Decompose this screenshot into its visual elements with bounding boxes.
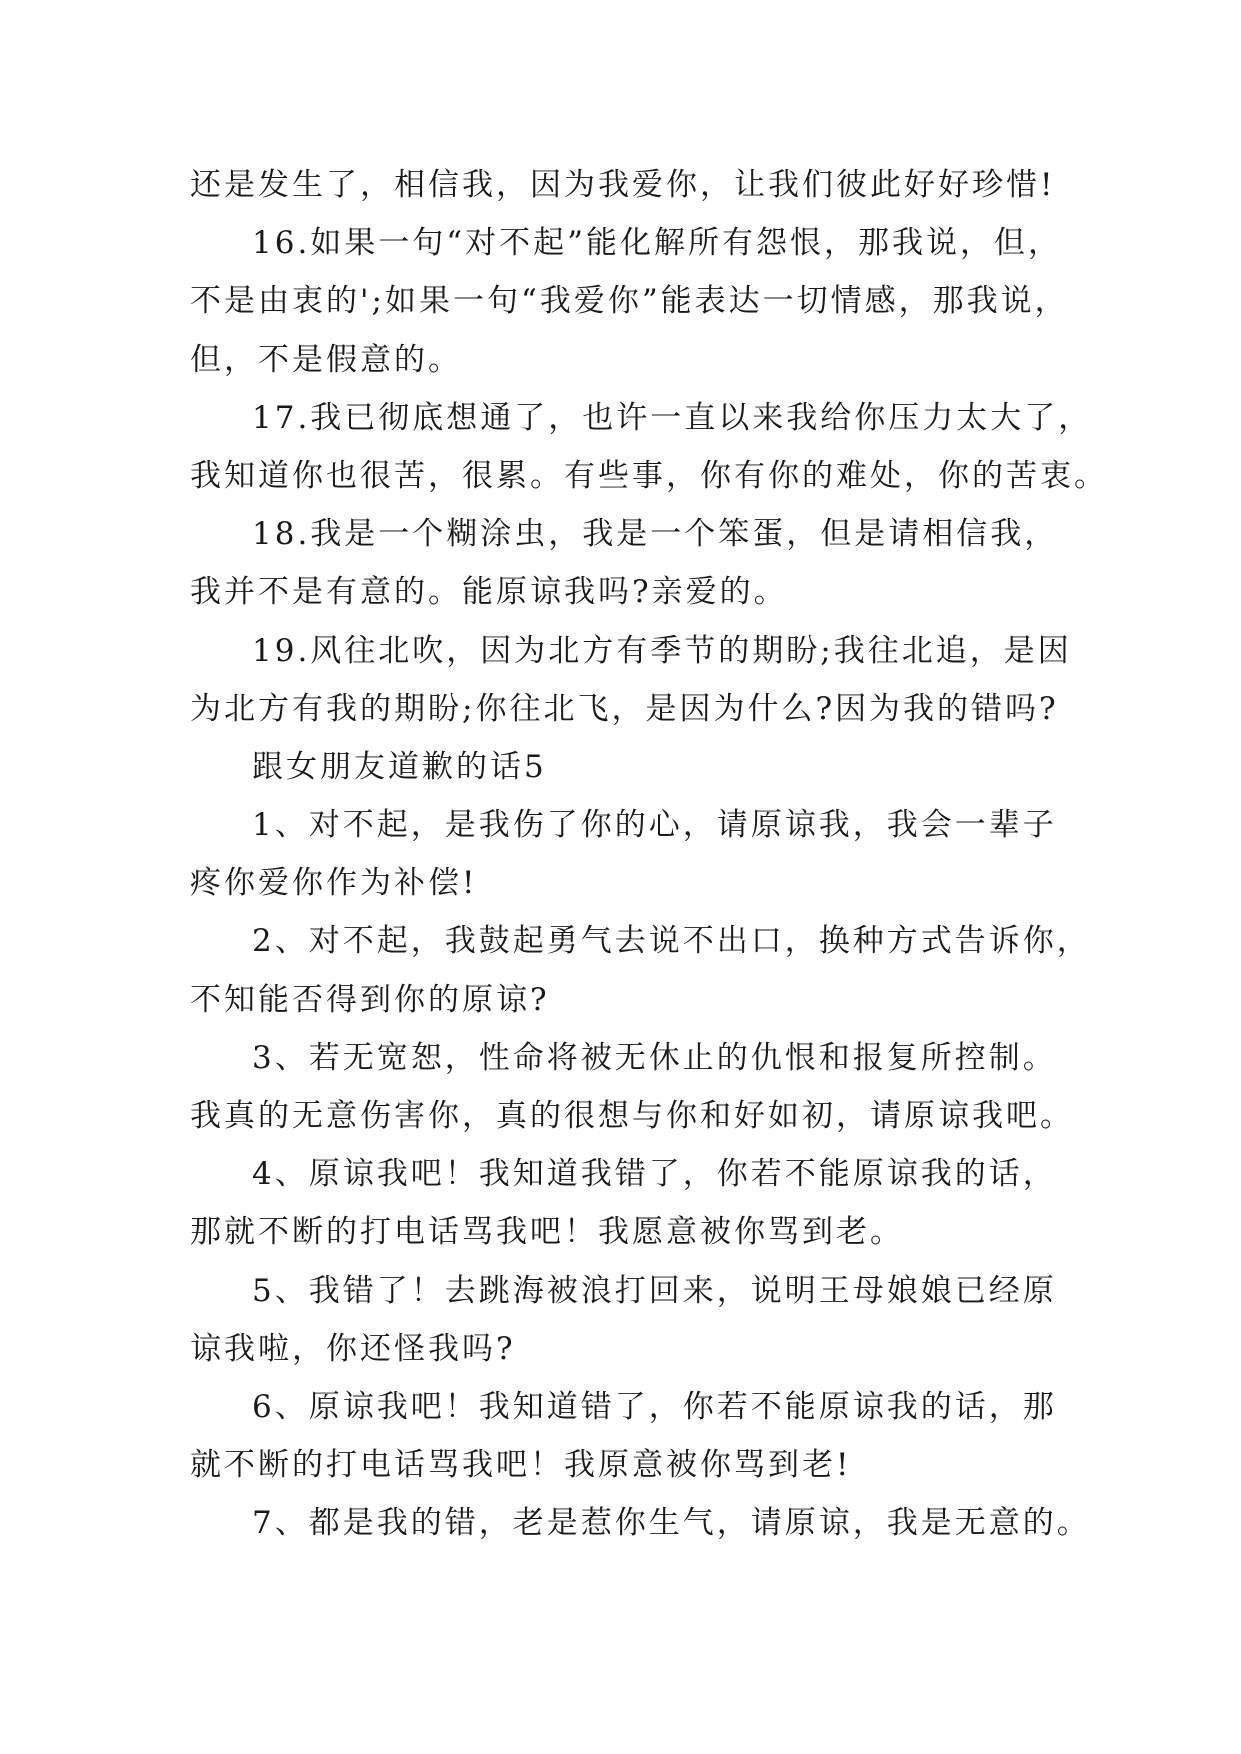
- text-line: 我并不是有意的。能原谅我吗?亲爱的。: [190, 574, 788, 611]
- text-line: 疼你爱你作为补偿!: [190, 865, 478, 902]
- text-line: 谅我啦，你还怪我吗?: [190, 1330, 516, 1367]
- text-line: 3、若无宽恕，性命将被无休止的仇恨和报复所控制。: [252, 1039, 1057, 1076]
- text-line: 17.我已彻底想通了，也许一直以来我给你压力太大了，: [252, 399, 1093, 436]
- text-line: 7、都是我的错，老是惹你生气，请原谅，我是无意的。: [252, 1505, 1091, 1542]
- text-line: 19.风往北吹，因为北方有季节的期盼;我往北追，是因: [252, 632, 1072, 669]
- document-body: [190, 156, 1108, 1553]
- text-line: 6、原谅我吧！我知道错了，你若不能原谅我的话，那: [252, 1388, 1057, 1425]
- text-line: 那就不断的打电话骂我吧！我愿意被你骂到老。: [190, 1214, 904, 1251]
- text-line: 16.如果一句“对不起”能化解所有怨恨，那我说，但，: [252, 225, 1062, 262]
- text-line: 为北方有我的期盼;你往北飞，是因为什么?因为我的错吗?: [190, 690, 1059, 727]
- text-line: 我知道你也很苦，很累。有些事，你有你的难处，你的苦衷。: [190, 457, 1108, 494]
- text-line: 1、对不起，是我伤了你的心，请原谅我，我会一辈子: [252, 807, 1057, 844]
- text-line: 2、对不起，我鼓起勇气去说不出口，换种方式告诉你，: [252, 923, 1091, 960]
- text-line: 不是由衷的';如果一句“我爱你”能表达一切情感，那我说，: [190, 283, 1069, 320]
- text-line: 4、原谅我吧！我知道我错了，你若不能原谅我的话，: [252, 1156, 1057, 1193]
- text-line: 跟女朋友道歉的话5: [252, 748, 547, 785]
- text-line: 还是发生了，相信我，因为我爱你，让我们彼此好好珍惜!: [190, 167, 1056, 203]
- text-line: 18.我是一个糊涂虫，我是一个笨蛋，但是请相信我，: [252, 516, 1059, 553]
- text-line: 我真的无意伤害你，真的很想与你和好如初，请原谅我吧。: [190, 1098, 1074, 1134]
- text-line: 但，不是假意的。: [190, 341, 462, 378]
- text-line: 就不断的打电话骂我吧！我原意被你骂到老!: [190, 1447, 852, 1484]
- text-line: 不知能否得到你的原谅?: [190, 981, 550, 1018]
- text-line: 5、我错了！去跳海被浪打回来，说明王母娘娘已经原: [252, 1272, 1057, 1309]
